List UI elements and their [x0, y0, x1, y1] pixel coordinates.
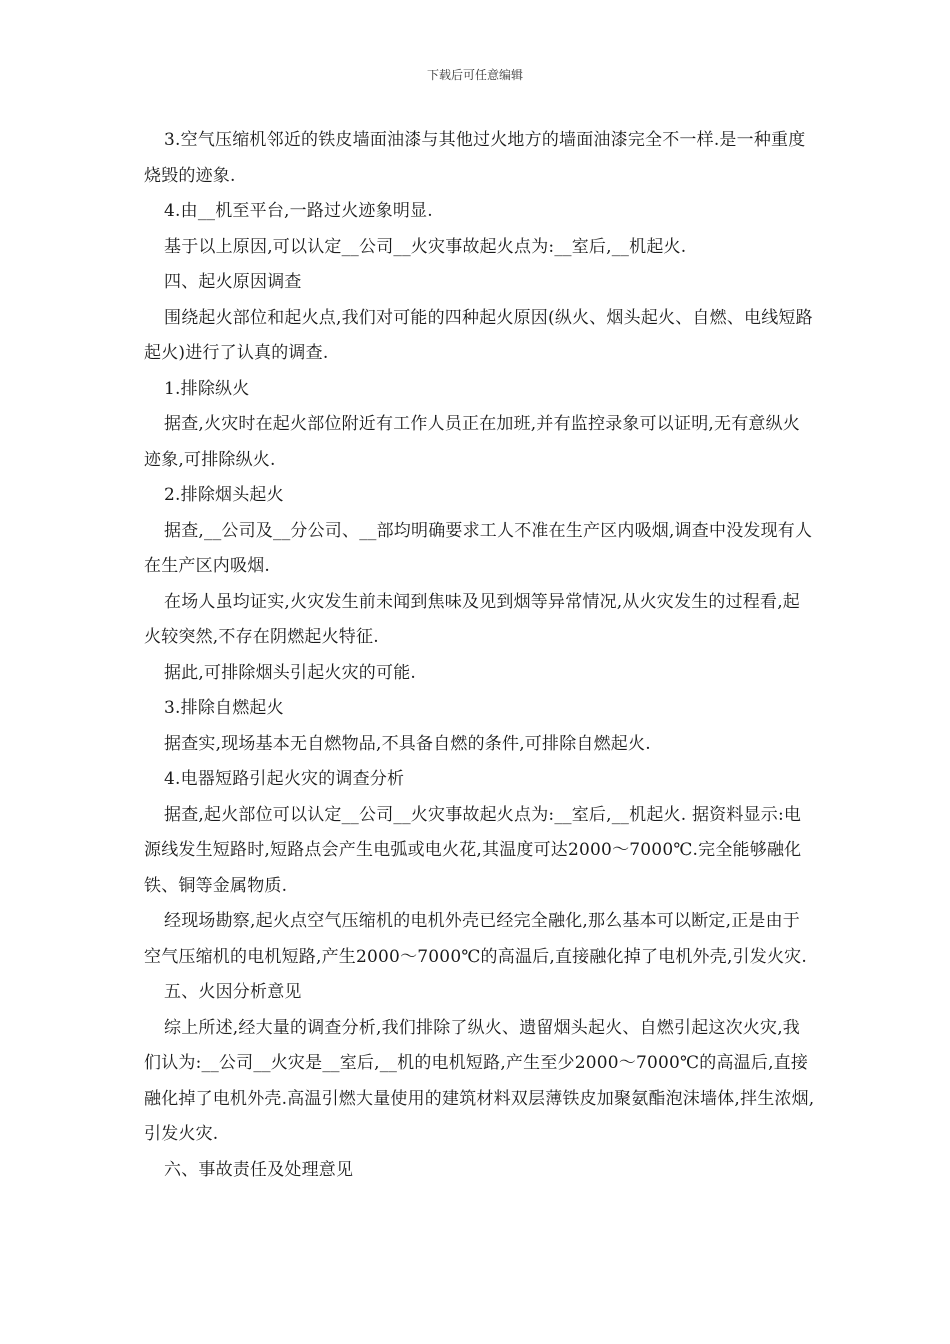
paragraph-3: 基于以上原因,可以认定__公司__火灾事故起火点为:__室后,__机起火. [164, 236, 687, 257]
document-body [144, 123, 816, 1188]
subheading-4: 4.电器短路引起火灾的调查分析 [164, 769, 405, 789]
paragraph-15: 据查,起火部位可以认定__公司__火灾事故起火点为:__室后,__机起火. 据资料显示:电源线发生短路时,短路点会产生电弧或电火花,其温度可达2000～7000℃.完全能够融化铁、铜等金属物质. [144, 804, 802, 896]
paragraph-7: 据查,火灾时在起火部位附近有工作人员正在加班,并有监控录象可以证明,无有意纵火迹象,可排除纵火. [144, 414, 801, 470]
paragraph-11: 据此,可排除烟头引起火灾的可能. [164, 662, 417, 683]
subheading-3: 3.排除自燃起火 [164, 698, 284, 718]
subheading-2: 2.排除烟头起火 [164, 485, 284, 505]
paragraph-10: 在场人虽均证实,火灾发生前未闻到焦味及见到烟等异常情况,从火灾发生的过程看,起火较突然,不存在阴燃起火特征. [144, 591, 801, 647]
paragraph-13: 据查实,现场基本无自燃物品,不具备自燃的条件,可排除自燃起火. [164, 733, 651, 754]
paragraph-2: 4.由__机至平台,一路过火迹象明显. [164, 201, 433, 221]
paragraph-9: 据查,__公司及__分公司、__部均明确要求工人不准在生产区内吸烟,调查中没发现有人在生产区内吸烟. [144, 520, 813, 576]
paragraph-16: 经现场勘察,起火点空气压缩机的电机外壳已经完全融化,那么基本可以断定,正是由于空气压缩机的电机短路,产生2000～7000℃的高温后,直接融化掉了电机外壳,引发火灾. [144, 911, 807, 967]
paragraph-18: 综上所述,经大量的调查分析,我们排除了纵火、遗留烟头起火、自燃引起这次火灾,我们认为:__公司__火灾是__室后,__机的电机短路,产生至少2000～7000℃的高温后,直接融化掉了电机外壳.高温引燃大量使用的建筑材料双层薄铁皮加聚氨酯泡沫墙体,拌生浓烟,引发火灾. [144, 1017, 815, 1144]
subheading-1: 1.排除纵火 [164, 378, 250, 399]
section-heading-5: 五、火因分析意见 [164, 982, 302, 1002]
page-header: 下载后可任意编辑 [426, 68, 523, 82]
section-heading-4: 四、起火原因调查 [164, 272, 302, 292]
section-heading-6: 六、事故责任及处理意见 [164, 1159, 354, 1180]
paragraph-1: 3.空气压缩机邻近的铁皮墙面油漆与其他过火地方的墙面油漆完全不一样.是一种重度烧毁的迹象. [144, 130, 806, 186]
paragraph-5: 围绕起火部位和起火点,我们对可能的四种起火原因(纵火、烟头起火、自燃、电线短路起火)进行了认真的调查. [144, 307, 813, 363]
